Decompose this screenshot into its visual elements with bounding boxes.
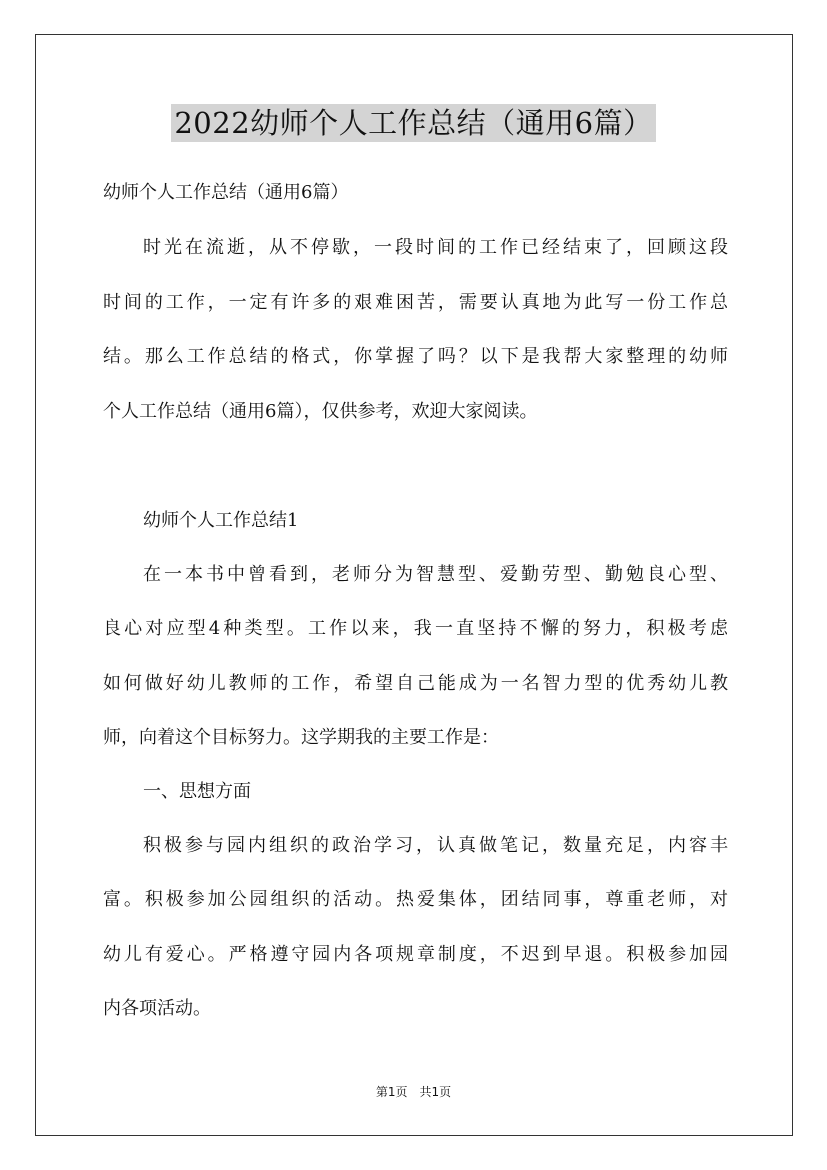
paragraph-line: 幼儿有爱心。严格遵守园内各项规章制度，不迟到早退。积极参加园: [103, 944, 728, 965]
subheading: 一、思想方面: [143, 781, 251, 802]
paragraph-line: 富。积极参加公园组织的活动。热爱集体，团结同事，尊重老师，对: [103, 889, 728, 910]
page-number: 第1页 共1页: [375, 1085, 452, 1099]
intro-line: 结。那么工作总结的格式，你掌握了吗？以下是我帮大家整理的幼师: [103, 346, 728, 367]
document-title-text: 2022幼师个人工作总结（通用6篇）: [171, 104, 655, 142]
paragraph-line: 良心对应型4种类型。工作以来，我一直坚持不懈的努力，积极考虑: [103, 618, 728, 639]
paragraph-line: 师，向着这个目标努力。这学期我的主要工作是：: [103, 727, 499, 748]
intro-line: 时光在流逝，从不停歇，一段时间的工作已经结束了，回顾这段: [143, 237, 728, 258]
intro-line: 时间的工作，一定有许多的艰难困苦，需要认真地为此写一份工作总: [103, 292, 728, 313]
paragraph-line: 内各项活动。: [103, 998, 211, 1019]
document-subtitle: 幼师个人工作总结（通用6篇）: [103, 182, 349, 203]
paragraph-line: 积极参与园内组织的政治学习，认真做笔记，数量充足，内容丰: [143, 835, 728, 856]
intro-line: 个人工作总结（通用6篇），仅供参考，欢迎大家阅读。: [103, 401, 538, 422]
document-title: [0, 103, 827, 142]
paragraph-line: 如何做好幼儿教师的工作，希望自己能成为一名智力型的优秀幼儿教: [103, 673, 728, 694]
paragraph-line: 在一本书中曾看到，老师分为智慧型、爱勤劳型、勤勉良心型、: [143, 564, 728, 585]
section-heading: 幼师个人工作总结1: [143, 510, 299, 531]
